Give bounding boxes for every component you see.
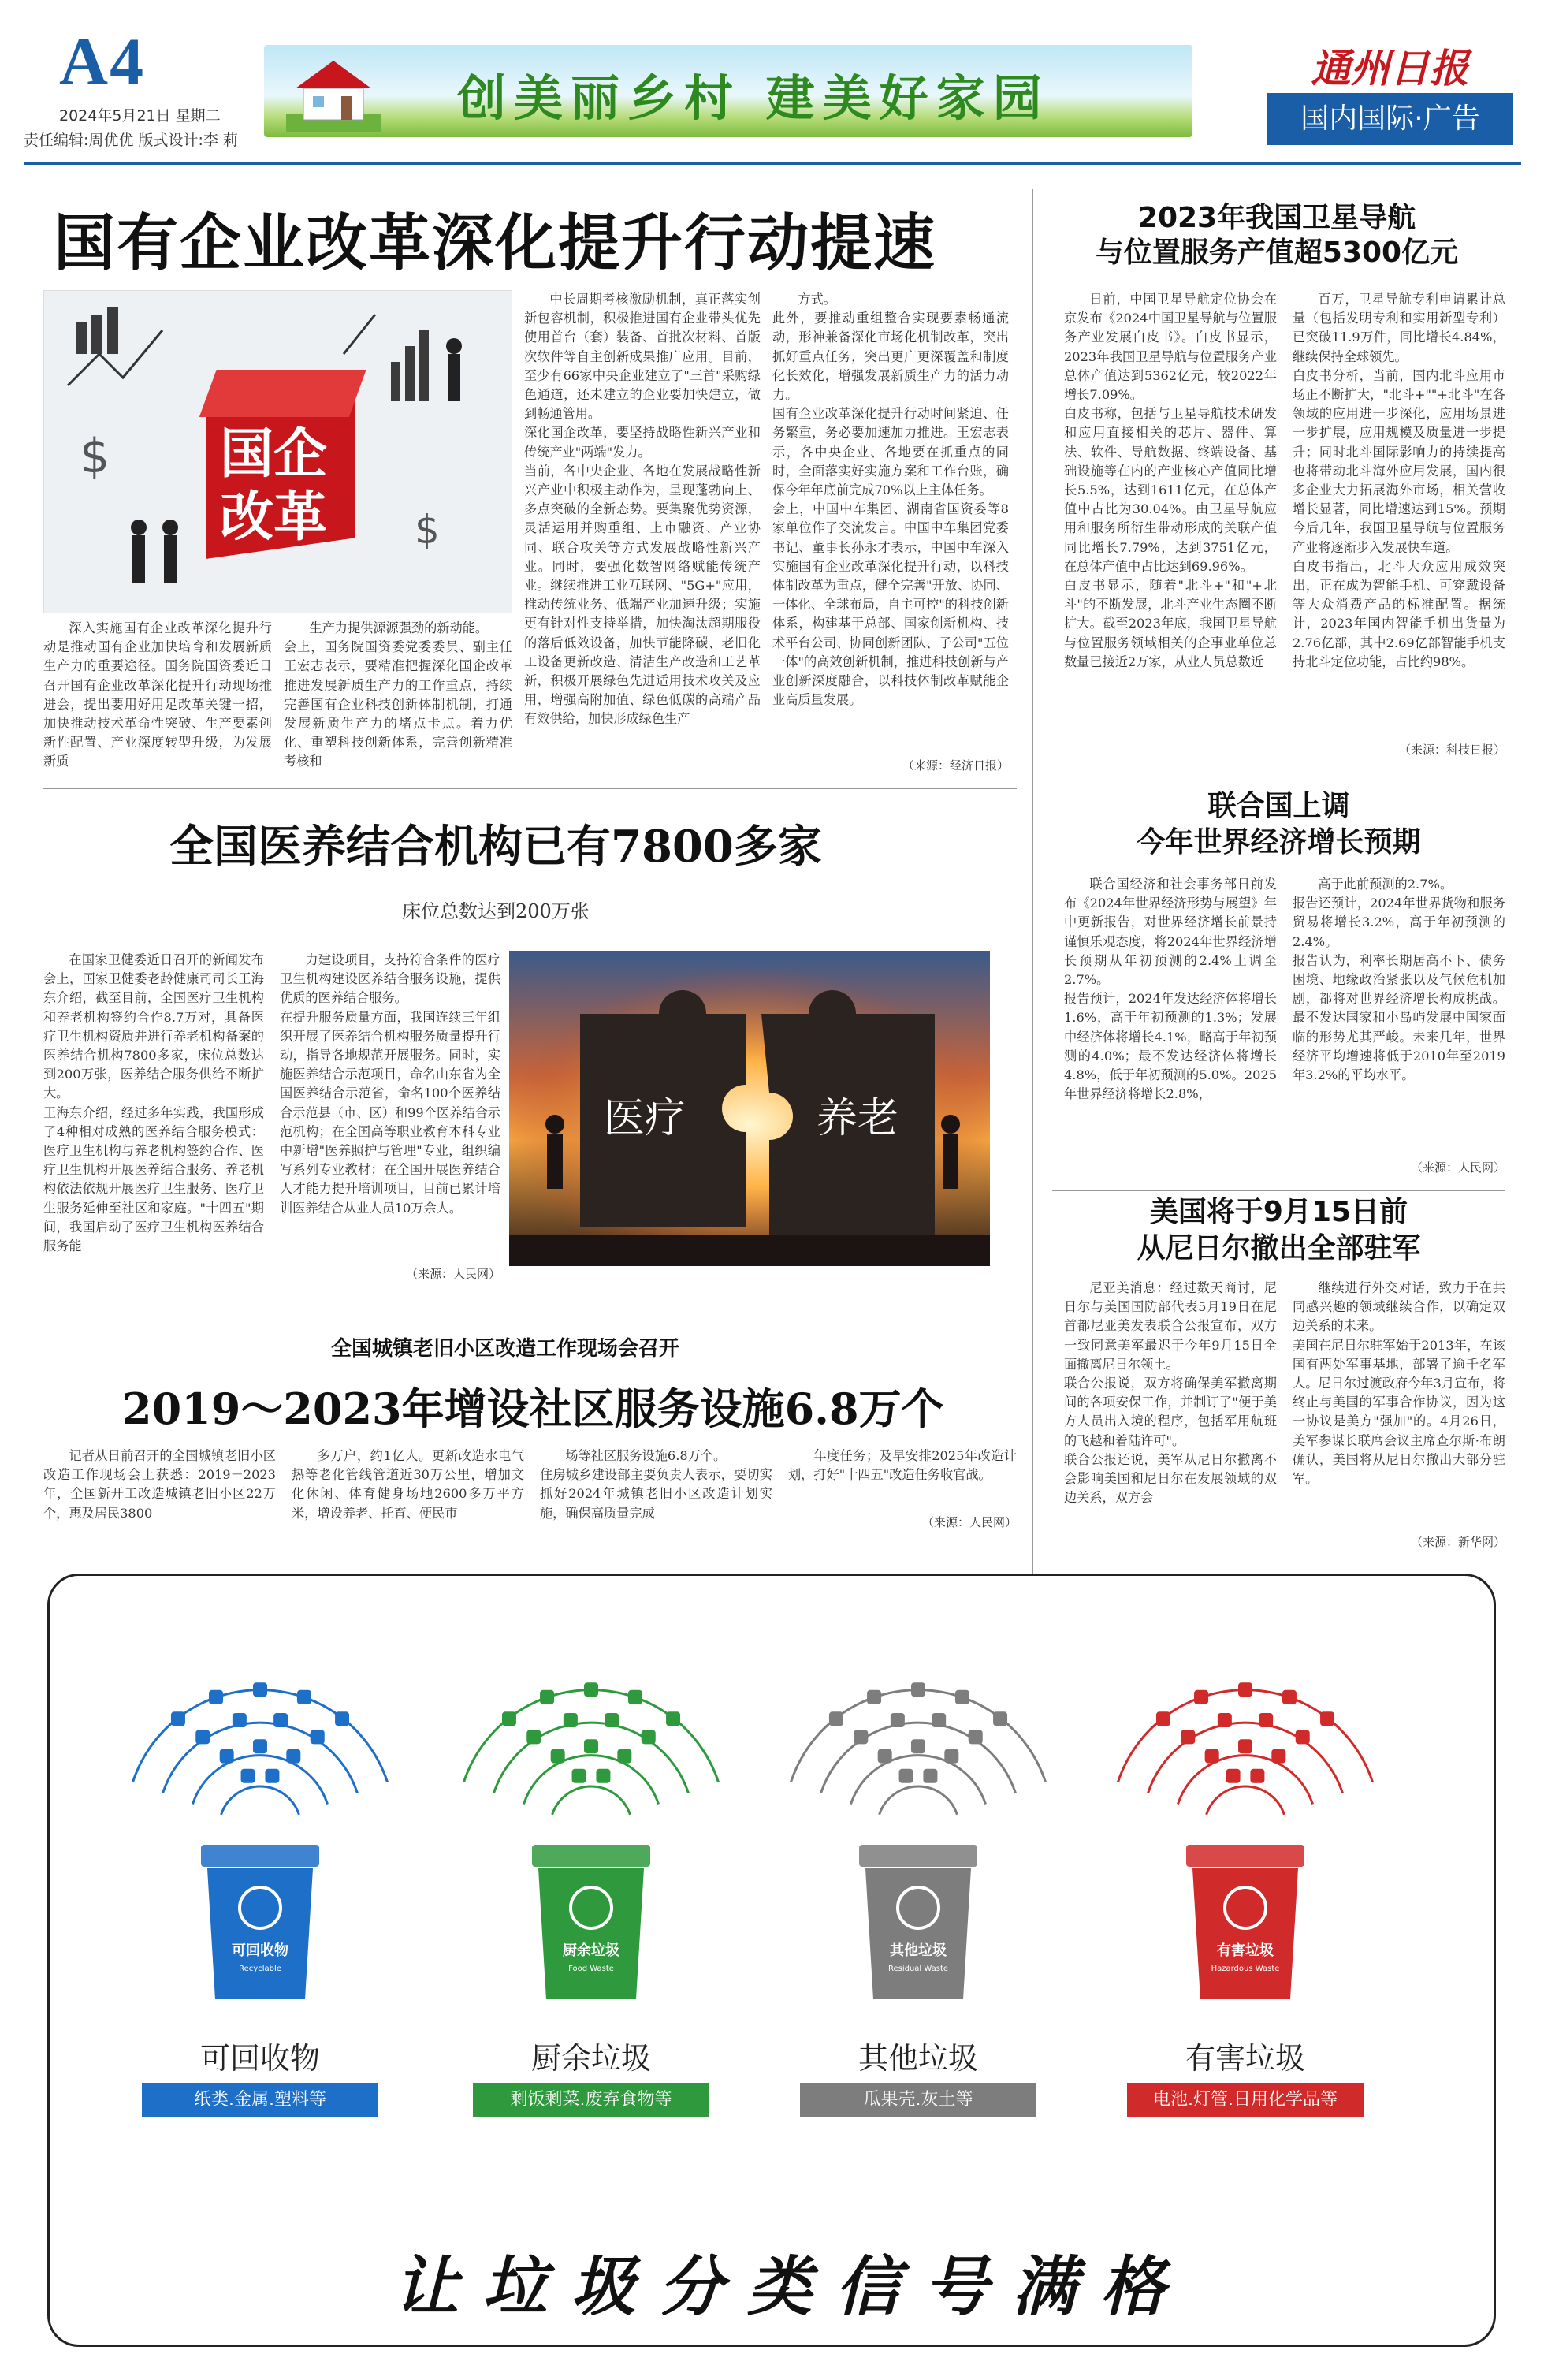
bin-tag-1: 剩饭剩菜.废弃食物等: [473, 2083, 709, 2117]
un-col1: 联合国经济和社会事务部日前发布《2024年世界经济形势与展望》年中更新报告，对世界经济增长前景持谨慎乐观态度，将2024年世界经济增长预期从年初预测的2.4%上调至2.7%。 报告预计，2024年发达经济体将增长1.6%，高于年初预测的1.3%；发展中经济体将增长4.1%，略高于年初预测的4.0%；最不发达经济体将增长4.8%，低于年初预测的5.0%。2025年世界经济将增长2.8%，: [1064, 877, 1277, 1102]
community-col3: 场等社区服务设施6.8万个。 住房城乡建设部主要负责人表示，要切实抓好2024年城镇老旧小区改造计划实施，确保高质量完成: [540, 1448, 772, 1521]
bin-label-0: 可回收物: [199, 2041, 320, 2076]
banner-ad: [264, 45, 1192, 137]
satellite-source: （来源：科技日报）: [1398, 743, 1505, 757]
newspaper-logo: 通州日报: [1311, 45, 1469, 91]
svg-text:Food Waste: Food Waste: [568, 1965, 614, 1973]
community-col2: 多万户，约1亿人。更新改造水电气热等老化管线管道近30万公里，增加文化休闲、体育健身场地2600多万平方米，增设养老、托育、便民市: [292, 1448, 524, 1521]
svg-text:其他垃圾: 其他垃圾: [890, 1942, 947, 1959]
signal-arcs-3: [1103, 1632, 1387, 1837]
editor-credit: 责任编辑:周优优 版式设计:李 莉: [24, 132, 238, 149]
reform-photo: [43, 290, 512, 613]
un-headline: [1052, 788, 1505, 861]
bin-tag-3: 电池.灯管.日用化学品等: [1127, 2083, 1364, 2117]
reform-cube-text: 国企: [220, 423, 328, 486]
community-source: （来源：人民网）: [921, 1515, 1017, 1529]
svg-text:Recyclable: Recyclable: [239, 1965, 281, 1973]
signal-arcs-0: [118, 1632, 402, 1837]
niger-headline-line1: 美国将于9月15日前: [1149, 1196, 1408, 1228]
niger-col1: 尼亚美消息：经过数天商讨，尼日尔与美国国防部代表5月19日在尼首都尼亚美发表联合公报宣布，双方一致同意美军最迟于今年9月15日全面撤离尼日尔领土。 联合公报说，双方将确保美军撤离期间的各项安保工作，并制订了"便于美方人员出入境的程序，包括军用航班的飞越和着陆许可"。 联合公报还说，美军从尼日尔撤离不会影响美国和尼日尔在发展领域的双边关系，双方会: [1064, 1280, 1277, 1506]
niger-headline-line2: 从尼日尔撤出全部驻军: [1137, 1232, 1421, 1264]
eldercare-source: （来源：人民网）: [405, 1267, 500, 1281]
section-label: 国内国际·广告: [1267, 93, 1513, 145]
un-col2: 高于此前预测的2.7%。 报告还预计，2024年世界货物和服务贸易将增长3.2%，高于年初预测的2.4%。 报告认为，利率长期居高不下、债务困境、地缘政治紧张以及气候危机加剧，都将对世界经济增长构成挑战。最不发达国家和小岛屿发展中国家面临的形势尤其严峻。未来几年，世界经济平均增速将低于2010年至2019年3.2%的平均水平。: [1293, 877, 1505, 1083]
svg-text:有害垃圾: 有害垃圾: [1217, 1942, 1274, 1959]
puzzle-illustration: [509, 951, 990, 1266]
satellite-col1: 日前，中国卫星导航定位协会在京发布《2024中国卫星导航与位置服务产业发展白皮书》。白皮书显示，2023年我国卫星导航与位置服务产业总体产值达到5362亿元，较2022年增长7.09%。 白皮书称，包括与卫星导航技术研发和应用直接相关的芯片、器件、算法、软件、导航数据、终端设备、基础设施等在内的产业核心产值同比增长5.5%，达到1611亿元，在总体产值中占比为30.04%。由卫星导航应用和服务所衍生带动形成的关联产值同比增长7.79%，达到3751亿元，在总体产值中占比达到69.96%。 白皮书显示，随着"北斗+"和"+北斗"的不断发展，北斗产业生态圈不断扩大。截至2023年底，我国卫星导航与位置服务领域相关的企事业单位总数量已接近2万家，从业人员总数近: [1064, 292, 1277, 669]
bin-label-3: 有害垃圾: [1185, 2041, 1305, 2076]
page-number: A4: [59, 24, 146, 99]
bin-tag-2: 瓜果壳.灰土等: [800, 2083, 1036, 2117]
un-headline-line1: 联合国上调: [1207, 790, 1350, 822]
column-divider: [1032, 189, 1033, 1577]
community-headline: 2019～2023年增设社区服务设施6.8万个: [122, 1384, 944, 1434]
bin-0: [193, 1845, 327, 2002]
eldercare-col1: 在国家卫健委近日召开的新闻发布会上，国家卫健委老龄健康司司长王海东介绍，截至目前，全国医疗卫生机构和养老机构签约合作8.7万对，具备医疗卫生机构资质并进行养老机构备案的医养结合机构7800多家，床位总数达到200万张，医养结合服务供给不断扩大。 王海东介绍，经过多年实践，我国形成了4种相对成熟的医养结合服务模式：医疗卫生机构与养老机构签约合作、医疗卫生机构开展医养结合服务、养老机构依法依规开展医疗卫生服务、医疗卫生服务延伸至社区和家庭。"十四五"期间，我国启动了医疗卫生机构医养结合服务能: [43, 952, 264, 1254]
reform-source: （来源：经济日报）: [902, 758, 1009, 773]
svg-text:Hazardous Waste: Hazardous Waste: [1211, 1965, 1280, 1973]
satellite-headline: [1052, 201, 1501, 270]
svg-text:$: $: [415, 507, 440, 553]
niger-col2: 继续进行外交对话，致力于在共同感兴趣的领域继续合作，以确定双边关系的未来。 美国在尼日尔驻军始于2013年，在该国有两处军事基地，部署了逾千名军人。尼日尔过渡政府今年3月宣布，将终止与美国的军事合作协议，因为这一协议是美方"强加"的。4月26日，美军参谋长联席会议主席查尔斯·布朗确认，美国将从尼日尔撤出大部分驻军。: [1293, 1280, 1505, 1487]
house-illustration: [286, 53, 381, 132]
un-headline-line2: 今年世界经济增长预期: [1137, 826, 1421, 859]
eldercare-photo: [509, 951, 990, 1266]
reform-col4: 方式。 此外，要推动重组整合实现要素畅通流动，形神兼备深化市场化机制改革，突出抓好重点任务，突出更广更深覆盖和制度化长效化，增强发展新质生产力的活力动力。 国有企业改革深化提升行动时间紧迫、任务繁重，务必要加速加力推进。王宏志表示，各中央企业、各地要在抓重点的同时，全面落实好实施方案和工作台账，确保今年年底前完成70%以上主体任务。 会上，中国中车集团、湖南省国资委等8家单位作了交流发言。中国中车集团党委书记、董事长孙永才表示，中国中车深入实施国有企业改革深化提升行动，以科技体制改革为重点，健全完善"开放、协同、一体化、全球布局，自主可控"的科技创新体系，构建基于总部、国家创新机构、技术平台公司、协同创新团队、子公司"五位一体"的高效创新机制，推进科技创新与产业创新深度融合，以科技体制改革赋能企业高质量发展。: [772, 292, 1009, 708]
bin-3: [1178, 1845, 1312, 2002]
ad-slogan: 让垃圾分类信号满格: [394, 2249, 1189, 2325]
signal-arcs-1: [449, 1632, 733, 1837]
community-col1: 记者从日前召开的全国城镇老旧小区改造工作现场会上获悉：2019－2023年，全国新开工改造城镇老旧小区22万个，惠及居民3800: [43, 1448, 276, 1521]
bin-1: [524, 1845, 658, 2002]
bin-label-2: 其他垃圾: [858, 2041, 978, 2076]
puzzle-left-label: 医疗: [604, 1095, 686, 1142]
reform-col1: 深入实施国有企业改革深化提升行动是推动国有企业加快培育和发展新质生产力的重要途径。国务院国资委近日召开国有企业改革深化提升行动现场推进会，提出要用好用足改革关键一招，加快推动技术革命性突破、生产要素创新性配置、产业深度转型升级，为发展新质: [43, 620, 272, 769]
eldercare-col2: 力建设项目，支持符合条件的医疗卫生机构建设医养结合服务设施，提供优质的医养结合服务。 在提升服务质量方面，我国连续三年组织开展了医养结合机构服务质量提升行动，指导各地规范开展服务。同时，实施医养结合示范项目，命名山东省为全国医养结合示范省，命名100个医养结合示范县（市、区）和99个医养结合示范机构；在全国高等职业教育本科专业中新增"医养照护与管理"专业，组织编写系列专业教材；在全国开展医养结合人才能力提升培训项目，目前已累计培训医养结合从业人员10万余人。: [280, 952, 500, 1216]
svg-text:$: $: [80, 429, 110, 484]
svg-text:Residual Waste: Residual Waste: [887, 1965, 949, 1973]
top-divider: [24, 162, 1521, 165]
issue-date: 2024年5月21日 星期二: [59, 107, 221, 125]
reform-col3: 中长周期考核激励机制，真正落实创新包容机制，积极推进国有企业带头优先使用首台（套）装备、首批次材料、首版次软件等自主创新成果推广应用。目前，至少有66家中央企业建立了"三首"采购绿色通道，还未建立的企业要加快建立，做到畅通管用。 深化国企改革，要坚持战略性新兴产业和传统产业"两端"发力。 当前，各中央企业、各地在发展战略性新兴产业中积极主动作为，呈现蓬勃向上、多点突破的全新态势。要集聚优势资源，灵活运用并购重组、上市融资、产业协同、联合攻关等方式发展战略性新兴产业。同时，要强化数智网络赋能传统产业。继续推进工业互联网、"5G+"应用，推动传统业务、低端产业加速升级；实施更有针对性支持举措，加快淘汰超期服役的落后低效设备，加快节能降碳、老旧化工设备更新改造、清洁生产改造和工艺革新，积极开展绿色先进适用技术攻关及应用，增强高附加值、绿色低碳的高端产品有效供给，加快形成绿色生产: [524, 292, 761, 727]
satellite-col2: 百万，卫星导航专利申请累计总量（包括发明专利和实用新型专利）已突破11.9万件，同比增长4.84%，继续保持全球领先。 白皮书分析，当前，国内北斗应用市场正不断扩大，"北斗+""+北斗"在各领域的应用进一步深化，应用场景进一步扩展，应用规模及质量进一步提升；同时北斗国际影响力的持续提高也将带动北斗海外应用发展，国内很多企业大力拓展海外市场，相关营收增长显著，同比增速达到15%。预期今后几年，我国卫星导航与位置服务产业将逐渐步入发展快车道。 白皮书指出，北斗大众应用成效突出，正在成为智能手机、可穿戴设备等大众消费产品的标准配置。据统计，2023年国内智能手机出货量为2.76亿部，其中2.69亿部智能手机支持北斗定位功能，占比约98%。: [1293, 292, 1505, 669]
bin-label-1: 厨余垃圾: [530, 2041, 651, 2076]
signal-arcs-2: [776, 1632, 1060, 1837]
un-source: （来源：人民网）: [1410, 1160, 1505, 1175]
community-col4: 年度任务；及早安排2025年改造计划，打好"十四五"改造任务收官战。: [788, 1448, 1017, 1483]
eldercare-headline: 全国医养结合机构已有7800多家: [169, 821, 822, 873]
puzzle-right-label: 养老: [817, 1095, 899, 1142]
svg-text:可回收物: 可回收物: [232, 1942, 288, 1959]
section-divider: [43, 788, 1017, 789]
banner-slogan: 创美丽乡村 建美好家园: [457, 69, 1050, 127]
un-divider: [1052, 1190, 1505, 1191]
community-kicker: 全国城镇老旧小区改造工作现场会召开: [331, 1337, 680, 1361]
svg-text:改革: 改革: [220, 486, 328, 549]
reform-col2: 生产力提供源源强劲的新动能。 会上，国务院国资委党委委员、副主任王宏志表示，要精准把握深化国企改革推进发展新质生产力的工作重点，持续完善国有企业科技创新体制机制，打通发展新质生产力的堵点卡点。着力优化、重塑科技创新体系，完善创新精准考核和: [284, 620, 512, 769]
satellite-headline-line1: 2023年我国卫星导航: [1137, 202, 1416, 234]
bin-2: [851, 1845, 985, 2002]
niger-headline: [1052, 1194, 1505, 1267]
bin-tag-0: 纸类.金属.塑料等: [142, 2083, 378, 2117]
reform-headline: 国有企业改革深化提升行动提速: [54, 208, 937, 279]
reform-illustration: [44, 291, 512, 613]
svg-text:厨余垃圾: 厨余垃圾: [563, 1942, 619, 1959]
niger-source: （来源：新华网）: [1410, 1535, 1505, 1549]
satellite-headline-line2: 与位置服务产值超5300亿元: [1095, 237, 1459, 269]
eldercare-subtitle: 床位总数达到200万张: [402, 900, 590, 922]
